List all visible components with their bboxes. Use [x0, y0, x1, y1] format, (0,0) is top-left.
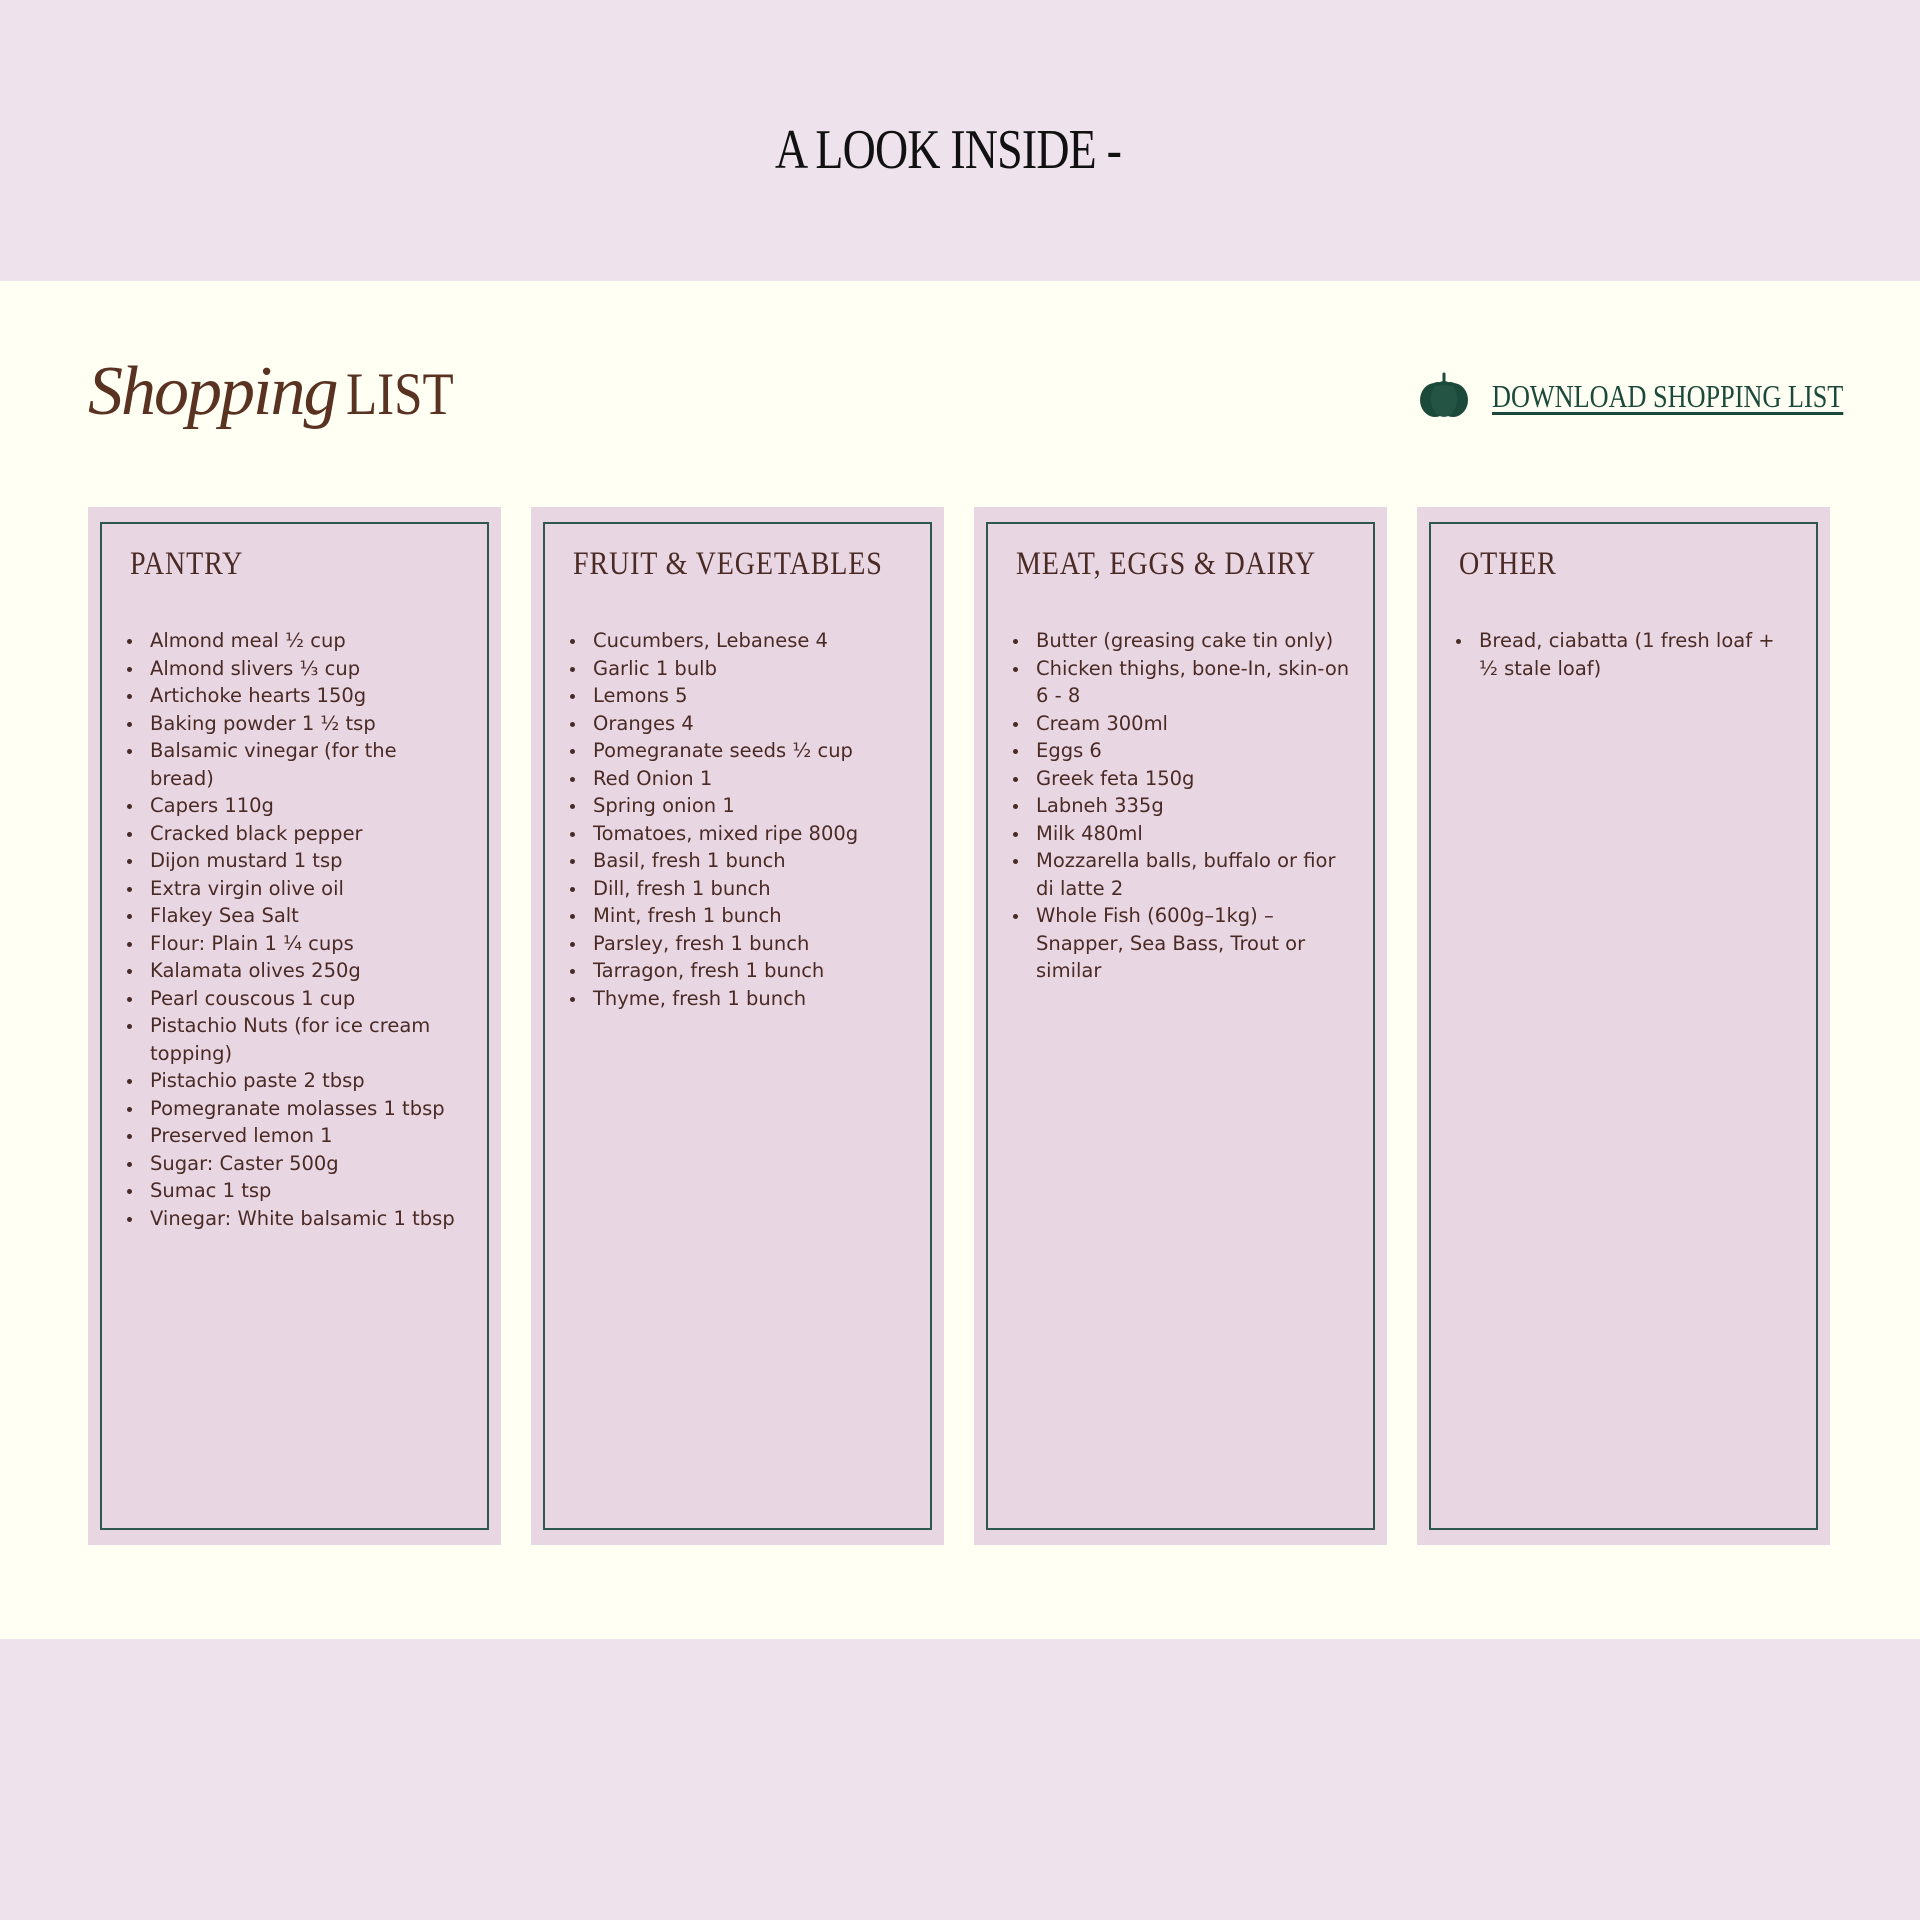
list-item: Sugar: Caster 500g	[150, 1150, 465, 1178]
list-item: Eggs 6	[1036, 737, 1351, 765]
card-border	[100, 522, 489, 1530]
download-shopping-list-link[interactable]	[1418, 370, 1920, 422]
list-item: Mozzarella balls, buffalo or fior di latte 2	[1036, 847, 1351, 902]
list-item: Artichoke hearts 150g	[150, 682, 465, 710]
list-item: Flour: Plain 1 ¼ cups	[150, 930, 465, 958]
list-item: Dijon mustard 1 tsp	[150, 847, 465, 875]
card-border	[1429, 522, 1818, 1530]
category-title: FRUIT & VEGETABLES	[573, 546, 883, 582]
item-list	[593, 627, 908, 1012]
list-item: Mint, fresh 1 bunch	[593, 902, 908, 930]
shopping-list-title	[88, 352, 473, 432]
shopping-list-title-plain: LIST	[346, 361, 455, 427]
list-item: Red Onion 1	[593, 765, 908, 793]
list-item: Capers 110g	[150, 792, 465, 820]
list-item: Vinegar: White balsamic 1 tbsp	[150, 1205, 465, 1233]
list-item: Extra virgin olive oil	[150, 875, 465, 903]
category-title: PANTRY	[130, 546, 244, 582]
list-item: Tarragon, fresh 1 bunch	[593, 957, 908, 985]
list-item: Preserved lemon 1	[150, 1122, 465, 1150]
card-border	[986, 522, 1375, 1530]
list-item: Whole Fish (600g–1kg) – Snapper, Sea Bass, Trout or similar	[1036, 902, 1351, 985]
list-item: Cracked black pepper	[150, 820, 465, 848]
list-item: Baking powder 1 ½ tsp	[150, 710, 465, 738]
list-item: Labneh 335g	[1036, 792, 1351, 820]
list-item: Pomegranate molasses 1 tbsp	[150, 1095, 465, 1123]
tomato-icon	[1418, 370, 1470, 422]
list-item: Butter (greasing cake tin only)	[1036, 627, 1351, 655]
bottom-band	[0, 1639, 1920, 1920]
category-title: MEAT, EGGS & DAIRY	[1016, 546, 1316, 582]
list-item: Kalamata olives 250g	[150, 957, 465, 985]
list-item: Lemons 5	[593, 682, 908, 710]
list-item: Parsley, fresh 1 bunch	[593, 930, 908, 958]
list-item: Pearl couscous 1 cup	[150, 985, 465, 1013]
list-item: Thyme, fresh 1 bunch	[593, 985, 908, 1013]
category-title: OTHER	[1459, 546, 1557, 582]
list-item: Milk 480ml	[1036, 820, 1351, 848]
list-item: Garlic 1 bulb	[593, 655, 908, 683]
list-item: Dill, fresh 1 bunch	[593, 875, 908, 903]
category-card-meat-eggs-dairy	[974, 507, 1387, 1545]
list-item: Basil, fresh 1 bunch	[593, 847, 908, 875]
list-item: Cream 300ml	[1036, 710, 1351, 738]
download-shopping-list-label: DOWNLOAD SHOPPING LIST	[1492, 377, 1844, 414]
list-item: Flakey Sea Salt	[150, 902, 465, 930]
category-card-pantry	[88, 507, 501, 1545]
list-item: Sumac 1 tsp	[150, 1177, 465, 1205]
list-item: Greek feta 150g	[1036, 765, 1351, 793]
list-item: Spring onion 1	[593, 792, 908, 820]
list-item: Pistachio paste 2 tbsp	[150, 1067, 465, 1095]
category-card-fruit-vegetables	[531, 507, 944, 1545]
item-list	[1479, 627, 1794, 682]
list-item: Almond slivers ⅓ cup	[150, 655, 465, 683]
item-list	[1036, 627, 1351, 985]
list-item: Cucumbers, Lebanese 4	[593, 627, 908, 655]
list-item: Pomegranate seeds ½ cup	[593, 737, 908, 765]
list-item: Balsamic vinegar (for the bread)	[150, 737, 465, 792]
page-heading: A LOOK INSIDE -	[774, 119, 1122, 181]
list-item: Pistachio Nuts (for ice cream topping)	[150, 1012, 465, 1067]
list-item: Oranges 4	[593, 710, 908, 738]
list-item: Chicken thighs, bone-In, skin-on 6 - 8	[1036, 655, 1351, 710]
list-item: Bread, ciabatta (1 fresh loaf + ½ stale loaf)	[1479, 627, 1794, 682]
card-border	[543, 522, 932, 1530]
item-list	[150, 627, 465, 1232]
list-item: Almond meal ½ cup	[150, 627, 465, 655]
category-card-other	[1417, 507, 1830, 1545]
shopping-list-title-script: Shopping	[88, 353, 337, 430]
top-band	[0, 0, 1920, 281]
list-item: Tomatoes, mixed ripe 800g	[593, 820, 908, 848]
